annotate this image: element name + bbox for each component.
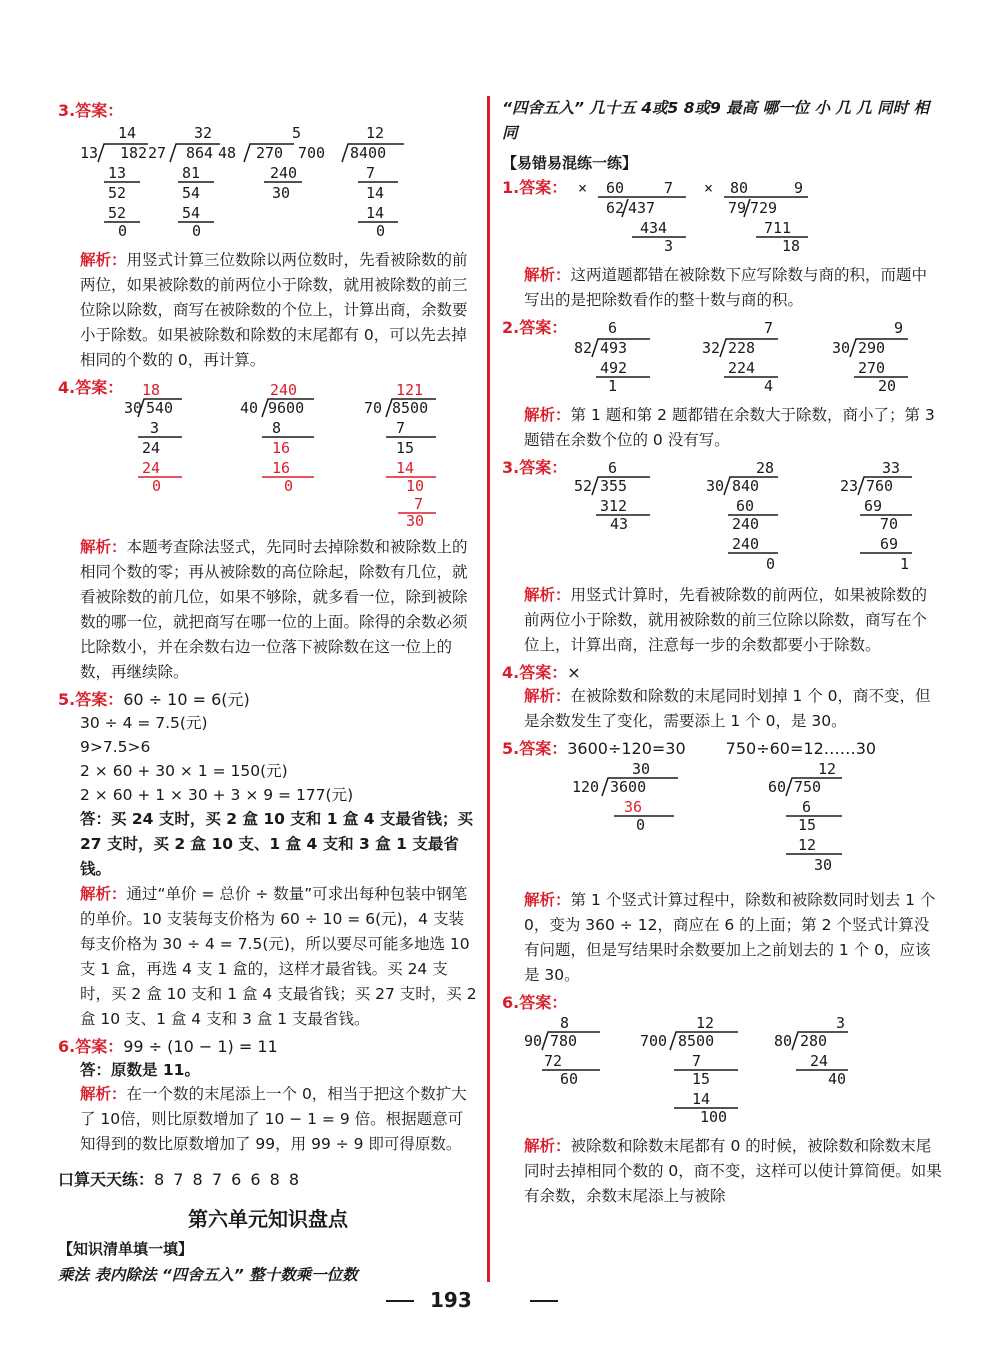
svg-text:14: 14 [692,1090,711,1108]
equation-line: 60 ÷ 10 = 6(元) [123,690,250,709]
svg-text:15: 15 [396,439,415,457]
svg-text:23: 23 [840,477,859,495]
svg-text:8500: 8500 [678,1032,715,1050]
unit-title: 第六单元知识盘点 [188,1207,348,1231]
svg-text:6: 6 [802,798,812,816]
svg-text:72: 72 [544,1052,563,1070]
svg-text:7: 7 [366,164,376,182]
svg-text:4: 4 [764,377,774,395]
svg-text:13: 13 [108,164,127,182]
equation-line: 9>7.5>6 [80,738,151,756]
svg-text:14: 14 [366,184,385,202]
e3-analysis [524,583,942,658]
analysis-label: 解析： [80,885,127,903]
equation-line: 99 ÷ (10 − 1) = 11 [123,1037,278,1056]
analysis-text: 用竖式计算三位数除以两位数时，先看被除数的前两位，如果被除数的前两位小于除数，就用被除数的前三位除以除数，商写在被除数的个位上，计算出商，余数要小于除数。如果被除数和除数的末尾都有 0，可以先去掉相同的个数的 0，再计算。 [80,251,468,369]
error-section-heading: 【易错易混练一练】 [502,154,638,172]
svg-text:82: 82 [574,339,593,357]
svg-text:120: 120 [572,778,600,796]
svg-text:700: 700 [640,1032,668,1050]
svg-text:24: 24 [142,459,161,477]
svg-text:280: 280 [800,1032,828,1050]
analysis-label: 解析： [80,538,127,556]
svg-text:1: 1 [608,377,618,395]
svg-text:780: 780 [550,1032,578,1050]
page-number-dash [530,1300,558,1302]
svg-text:90: 90 [524,1032,543,1050]
mental-math [58,1169,478,1191]
svg-text:240: 240 [732,535,760,553]
analysis-text: 在被除数和除数的末尾同时划掉 1 个 0，商不变，但是余数发生了变化，需要添上 1 个 0，是 30。 [524,687,931,730]
question-number: 3. [58,101,76,120]
svg-text:750: 750 [794,778,822,796]
svg-text:24: 24 [810,1052,829,1070]
question-5 [58,689,478,711]
svg-text:270: 270 [858,359,886,377]
analysis-text: 被除数和除数末尾都有 0 的时候，被除数和除数末尾同时去掉相同个数的 0，商不变，这样可以使计算简便。如果有余数，余数末尾添上与被除 [524,1137,942,1205]
e4-analysis [524,684,942,734]
division-work-e2 [502,319,922,395]
svg-text:0: 0 [192,222,202,240]
svg-text:760: 760 [866,477,894,495]
svg-text:18: 18 [782,237,801,255]
svg-text:15: 15 [692,1070,711,1088]
error-question-4 [502,662,942,684]
svg-text:729: 729 [750,199,778,217]
svg-text:15: 15 [798,816,817,834]
svg-text:540: 540 [146,399,174,417]
svg-text:8: 8 [272,419,282,437]
svg-text:28: 28 [756,459,775,477]
analysis-text: 这两道题都错在被除数下应写除数与商的积，而题中写出的是把除数看作的整十数与商的积。 [524,266,928,309]
svg-text:228: 228 [728,339,756,357]
svg-text:43: 43 [610,515,629,533]
svg-text:9: 9 [794,179,804,197]
svg-text:493: 493 [600,339,628,357]
error-question-6 [502,992,942,1014]
svg-text:10: 10 [406,477,425,495]
division-work-e3 [502,459,922,575]
right-column [502,96,942,1209]
svg-text:×: × [578,179,588,197]
division-work-e6 [502,1014,922,1126]
svg-text:62: 62 [606,199,625,217]
svg-text:30: 30 [832,339,851,357]
svg-text:13: 13 [80,144,99,162]
svg-text:6: 6 [608,319,618,337]
svg-text:121: 121 [396,381,424,399]
question-6 [58,1036,478,1058]
fill-section-heading: 【知识清单填一填】 [58,1240,194,1258]
svg-text:16: 16 [272,459,291,477]
analysis-label: 解析： [524,687,571,705]
svg-text:60: 60 [768,778,787,796]
fill-answers-line: “四舍五入” 几十五 4或5 8或9 最高 哪一位 小 几 几 同时 相同 [502,99,930,142]
equation-line: 3600÷120=30 [567,739,686,758]
svg-text:864: 864 [186,144,214,162]
svg-text:52: 52 [108,184,127,202]
svg-text:240: 240 [270,381,298,399]
svg-text:100: 100 [700,1108,728,1126]
svg-text:0: 0 [118,222,128,240]
svg-text:69: 69 [880,535,899,553]
question-number: 6. [58,1037,76,1056]
analysis-text: 第 1 题和第 2 题都错在余数大于除数，商小了；第 3 题错在余数个位的 0 没有写。 [524,406,935,449]
svg-text:270: 270 [256,144,284,162]
svg-text:70: 70 [364,399,383,417]
question-number: 3. [502,458,520,477]
svg-text:32: 32 [702,339,721,357]
page-number: 193 [430,1288,472,1312]
svg-text:240: 240 [732,515,760,533]
svg-text:30: 30 [814,856,833,874]
svg-text:16: 16 [272,439,291,457]
answer-label: 答案： [75,378,124,397]
svg-text:80: 80 [730,179,749,197]
q5-analysis [80,882,478,1032]
analysis-label: 解析： [80,1085,127,1103]
svg-text:40: 40 [828,1070,847,1088]
svg-text:24: 24 [142,439,161,457]
svg-text:7: 7 [396,419,406,437]
analysis-text: 用竖式计算时，先看被除数的前两位，如果被除数的前两位小于除数，就用被除数的前三位除以除数，商写在个位上，计算出商，注意每一步的余数都要小于除数。 [524,586,928,654]
mental-math-label: 口算天天练： [58,1170,155,1189]
svg-text:0: 0 [284,477,294,495]
svg-text:9: 9 [894,319,904,337]
answer-label: 答案： [519,318,568,337]
svg-text:30: 30 [406,512,425,527]
question-number: 5. [58,690,76,709]
analysis-label: 解析： [524,891,571,909]
svg-text:12: 12 [366,124,385,142]
question-number: 2. [502,318,520,337]
svg-text:492: 492 [600,359,628,377]
answer-label: 答案： [75,101,124,120]
svg-text:7: 7 [664,179,674,197]
svg-text:355: 355 [600,477,628,495]
analysis-label: 解析： [80,251,127,269]
analysis-text: 在一个数的末尾添上一个 0，相当于把这个数扩大了 10倍，则比原数增加了 10 − 1 = 9 倍。根据题意可知得到的数比原数增加了 99，用 99 ÷ 9 即可得原数。 [80,1085,467,1153]
svg-text:434: 434 [640,219,668,237]
q6-reply: 答：原数是 11。 [80,1061,200,1079]
svg-text:5: 5 [292,124,302,142]
svg-text:312: 312 [600,497,628,515]
svg-text:54: 54 [182,204,201,222]
svg-text:840: 840 [732,477,760,495]
svg-text:8500: 8500 [392,399,429,417]
q4-analysis [80,535,478,685]
analysis-label: 解析： [524,406,571,424]
svg-text:×: × [704,179,714,197]
e1-analysis [524,263,942,313]
svg-text:6: 6 [608,459,618,477]
equation-line: 750÷60=12……30 [725,739,877,758]
svg-text:32: 32 [194,124,213,142]
svg-text:27: 27 [148,144,167,162]
answer-label: 答案： [75,690,124,709]
svg-text:12: 12 [818,760,837,778]
svg-text:60: 60 [606,179,625,197]
division-work-q3 [58,122,458,240]
error-question-5 [502,738,942,760]
svg-text:48: 48 [218,144,237,162]
q3-analysis [80,248,478,373]
svg-text:711: 711 [764,219,792,237]
svg-text:30: 30 [124,399,143,417]
svg-text:3: 3 [664,237,674,255]
svg-text:1: 1 [900,555,910,573]
svg-text:54: 54 [182,184,201,202]
question-number: 4. [58,378,76,397]
question-number: 4. [502,663,520,682]
svg-text:14: 14 [396,459,415,477]
svg-text:33: 33 [882,459,901,477]
answer-label: 答案： [75,1037,124,1056]
analysis-text: 本题考查除法竖式，先同时去掉除数和被除数上的相同个数的零；再从被除数的高位除起，除数有几位，就看被除数的前几位，如果不够除，就多看一位，除到被除数的哪一位，就把商写在哪一位的上面。除得的余数必须比除数小，并在余数右边一位落下被除数在这一位上的数，再继续除。 [80,538,468,681]
analysis-label: 解析： [524,1137,571,1155]
mental-math-values: 8 7 8 7 6 6 8 8 [154,1170,302,1189]
analysis-text: 通过“单价 = 总价 ÷ 数量”可求出每种包装中钢笔的单价。10 支装每支价格为 60 ÷ 10 = 6(元)，4 支装每支价格为 30 ÷ 4 = 7.5(元)，所以要尽可能多地选 10 支 1 盒，再选 4 支 1 盒的，这样才最省钱。买 24 支时，买 2 盒 10 支和 1 盒 4 支最省钱；买 27 支时，买 2 盒 10 支、1 盒 4 支和 3 盒 1 支最省钱。 [80,885,477,1028]
svg-text:0: 0 [376,222,386,240]
answer-value: × [567,663,581,682]
svg-text:79: 79 [728,199,747,217]
column-divider [487,96,490,1282]
svg-text:0: 0 [152,477,162,495]
equation-line: 30 ÷ 4 = 7.5(元) [80,714,208,732]
analysis-label: 解析： [524,266,571,284]
svg-text:12: 12 [696,1014,715,1032]
svg-text:182: 182 [120,144,148,162]
svg-text:52: 52 [108,204,127,222]
svg-text:0: 0 [636,816,646,834]
e6-analysis [524,1134,942,1209]
svg-text:60: 60 [736,497,755,515]
svg-text:8400: 8400 [350,144,387,162]
division-work-e1 [502,177,922,255]
svg-text:3: 3 [836,1014,846,1032]
division-work-q4 [58,379,458,527]
svg-text:437: 437 [628,199,656,217]
svg-text:52: 52 [574,477,593,495]
question-number: 6. [502,993,520,1012]
svg-text:0: 0 [766,555,776,573]
analysis-label: 解析： [524,586,571,604]
equation-line: 2 × 60 + 30 × 1 = 150(元) [80,762,288,780]
q5-reply: 答：买 24 支时，买 2 盒 10 支和 1 盒 4 支最省钱；买 27 支时，买 2 盒 10 支、1 盒 4 支和 3 盒 1 支最省钱。 [80,810,473,878]
answer-label: 答案： [519,739,568,758]
e5-analysis [524,888,942,988]
question-number: 1. [502,178,520,197]
question-3 [58,100,478,122]
e2-analysis [524,403,942,453]
svg-text:9600: 9600 [268,399,305,417]
left-column [58,96,478,1288]
equation-line: 2 × 60 + 1 × 30 + 3 × 9 = 177(元) [80,786,354,804]
svg-text:30: 30 [706,477,725,495]
fill-answers-line: 乘法 表内除法 “四舍五入” 整十数乘一位数 [58,1266,358,1284]
svg-text:7: 7 [414,495,424,513]
svg-text:18: 18 [142,381,161,399]
svg-text:3: 3 [150,419,160,437]
svg-text:30: 30 [272,184,291,202]
svg-text:14: 14 [366,204,385,222]
svg-text:12: 12 [798,836,817,854]
page-number-dash [386,1300,414,1302]
svg-text:14: 14 [118,124,137,142]
q6-analysis [80,1082,478,1157]
svg-text:3600: 3600 [610,778,647,796]
svg-text:7: 7 [764,319,774,337]
svg-text:60: 60 [560,1070,579,1088]
svg-text:224: 224 [728,359,756,377]
svg-text:30: 30 [632,760,651,778]
svg-text:20: 20 [878,377,897,395]
question-number: 5. [502,739,520,758]
svg-text:8: 8 [560,1014,570,1032]
svg-text:69: 69 [864,497,883,515]
svg-text:40: 40 [240,399,259,417]
svg-text:290: 290 [858,339,886,357]
svg-text:700: 700 [298,144,326,162]
svg-text:36: 36 [624,798,643,816]
svg-text:80: 80 [774,1032,793,1050]
answer-label: 答案： [519,993,568,1012]
division-work-e5 [502,760,922,880]
svg-text:240: 240 [270,164,298,182]
svg-text:7: 7 [692,1052,702,1070]
analysis-text: 第 1 个竖式计算过程中，除数和被除数同时划去 1 个 0，变为 360 ÷ 12，商应在 6 的上面；第 2 个竖式计算没有问题，但是写结果时余数要加上之前划去的 1 个 0，应该是 30。 [524,891,936,984]
svg-text:70: 70 [880,515,899,533]
answer-label: 答案： [519,458,568,477]
answer-label: 答案： [519,178,568,197]
svg-text:81: 81 [182,164,201,182]
answer-label: 答案： [519,663,568,682]
